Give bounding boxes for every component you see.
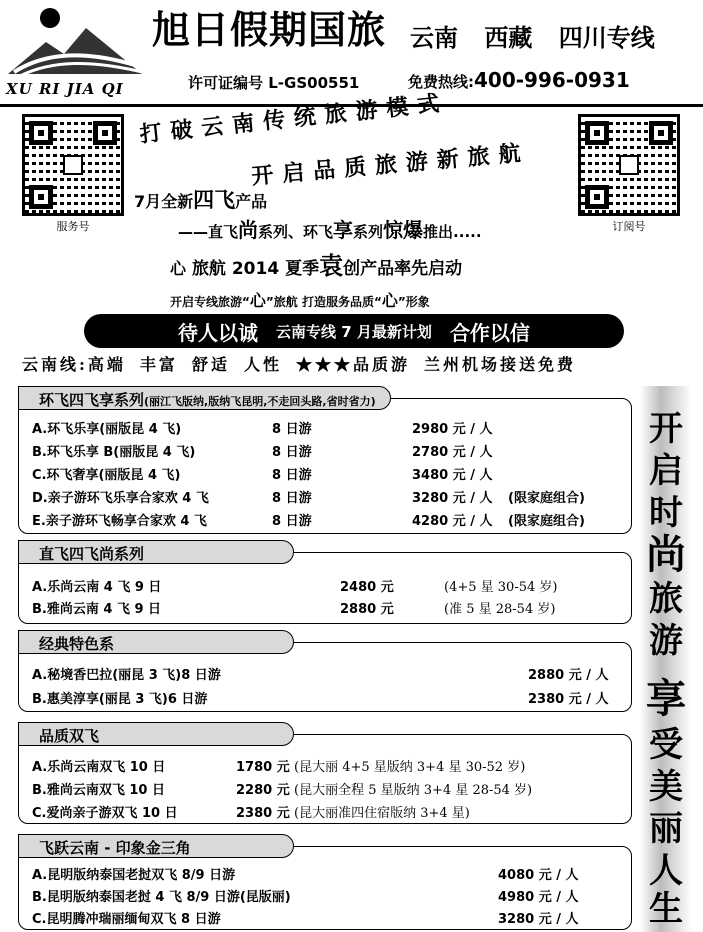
service-qr-code	[22, 114, 124, 216]
motto-banner: 待人以诚 云南专线 7 月最新计划 合作以信	[84, 314, 624, 348]
section-title: 经典特色系	[18, 630, 294, 654]
vertical-slogan: 开 启 时 尚 旅 游 享 受 美 丽 人 生	[640, 386, 692, 932]
logo-text: XU RI JIA QI	[6, 80, 124, 98]
heart-mark: 心	[170, 259, 187, 278]
brand-name: 旭日假期国旅	[152, 7, 387, 52]
section-title: 品质双飞	[18, 722, 294, 746]
section-title: 环飞四飞享系列(丽江飞版纳,版纳飞昆明,不走回头路,省时省力)	[18, 386, 391, 410]
tour-row: C.环飞奢享(丽版昆 4 飞) 8 日游 3480 元 / 人	[32, 468, 493, 483]
tour-row: A.乐尚云南 4 飞 9 日 2480 元 (4+5 星 30-54 岁)	[32, 580, 558, 595]
tour-row: C.爱尚亲子游双飞 10 日 2380 元 (昆大丽准四住宿版纳 3+4 星)	[32, 806, 470, 821]
tour-row: B.环飞乐享 B(丽版昆 4 飞) 8 日游 2780 元 / 人	[32, 445, 493, 460]
tour-row: C.昆明腾冲瑞丽缅甸双飞 8 日游 3280 元 / 人	[32, 912, 579, 927]
subscription-qr-code	[578, 114, 680, 216]
tour-row: B.雅尚云南双飞 10 日 2280 元 (昆大丽全程 5 星版纳 3+4 星 28-54 岁)	[32, 783, 533, 798]
tour-row: B.惠美淳享(丽昆 3 飞)6 日游 2380 元 / 人	[32, 692, 609, 707]
mountain-sun-logo-icon	[6, 2, 144, 77]
yunnan-features: 云南线:高端 丰富 舒适 人性 ★★★品质游 兰州机场接送免费	[22, 355, 576, 374]
route-line: 西藏	[484, 23, 533, 52]
hotline: 免费热线:400-996-0931	[408, 68, 630, 92]
tour-row: A.昆明版纳泰国老挝双飞 8/9 日游 4080 元 / 人	[32, 868, 579, 883]
season-launch-line: 心 旅航 2014 夏季袁创产品率先启动	[170, 251, 463, 280]
route-line: 四川专线	[558, 23, 655, 52]
slogan-1: 打破云南传统旅游模式	[138, 89, 450, 148]
slogan-2: 开启品质旅游新旅航	[250, 139, 531, 190]
tour-row: B.昆明版纳泰国老挝 4 飞 8/9 日游(昆版丽) 4980 元 / 人	[32, 890, 579, 905]
tour-row: A.环飞乐享(丽版昆 4 飞) 8 日游 2980 元 / 人	[32, 422, 493, 437]
tour-row: D.亲子游环飞乐享合家欢 4 飞 8 日游 3280 元 / 人 (限家庭组合)	[32, 491, 585, 506]
route-line: 云南	[410, 23, 458, 52]
route-lines	[410, 18, 673, 58]
tour-row: B.雅尚云南 4 飞 9 日 2880 元 (准 5 星 28-54 岁)	[32, 602, 556, 617]
new-product-line: 7月全新四飞产品	[134, 188, 268, 212]
tour-row: A.乐尚云南双飞 10 日 1780 元 (昆大丽 4+5 星版纳 3+4 星 30-52 岁)	[32, 760, 526, 775]
tour-row: E.亲子游环飞畅享合家欢 4 飞 8 日游 4280 元 / 人 (限家庭组合)	[32, 514, 585, 529]
subscription-qr-caption: 订阅号	[612, 220, 646, 233]
hotline-number: 400-996-0931	[474, 68, 630, 92]
service-qr-caption: 服务号	[56, 220, 90, 233]
service-motto: 开启专线旅游“心”旅航 打造服务品质“心”形象	[170, 291, 430, 310]
section-title: 直飞四飞尚系列	[18, 540, 294, 564]
section-title: 飞跃云南 - 印象金三角	[18, 834, 294, 858]
tour-row: A.秘境香巴拉(丽昆 3 飞)8 日游 2880 元 / 人	[32, 668, 609, 683]
launch-line: ——直飞尚系列、环飞享系列惊爆推出.....	[178, 218, 482, 242]
license-number: 许可证编号 L-GS00551	[188, 74, 360, 92]
